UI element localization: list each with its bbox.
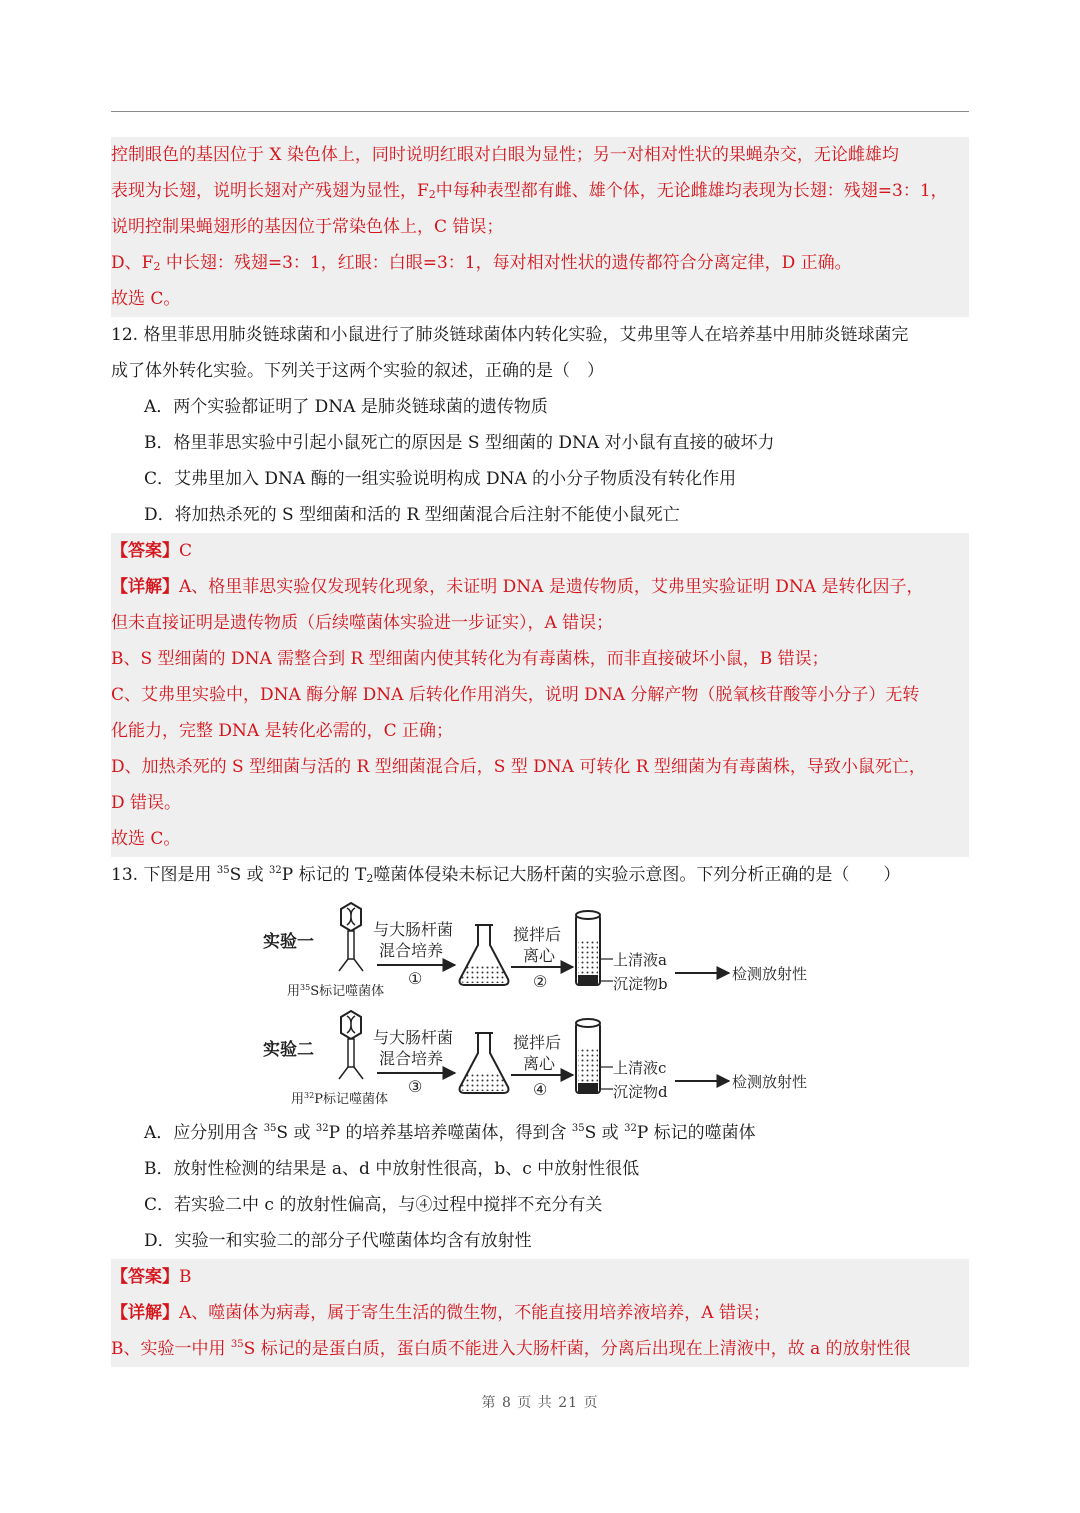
text-run: 中长翅：残翅=3：1，红眼：白眼=3：1，每对相对性状的遗传都符合分离定律，D 正确。 xyxy=(160,253,852,273)
question-13 xyxy=(111,857,969,893)
supernatant-c-label: 上清液c xyxy=(613,1059,667,1077)
mix-label-2: 混合培养 xyxy=(379,941,444,960)
prev-analysis-line xyxy=(111,245,969,281)
superscript: 32 xyxy=(315,1123,329,1134)
question-stem: 12. 格里菲思用肺炎链球菌和小鼠进行了肺炎链球菌体内转化实验，艾弗里等人在培养基中用肺炎链球菌完 xyxy=(111,325,909,345)
option-a xyxy=(111,1115,969,1151)
text-run: A．应分别用含 xyxy=(144,1123,264,1143)
stir-label-2: 离心 xyxy=(523,1054,556,1073)
text-run: S 或 xyxy=(584,1123,625,1143)
answer-line xyxy=(111,533,969,569)
prev-analysis xyxy=(111,137,969,317)
option-b: B．放射性检测的结果是 a、d 中放射性很高，b、c 中放射性很低 xyxy=(144,1159,640,1179)
sediment-b-label: 沉淀物b xyxy=(613,975,668,993)
text-run: S 标记的是蛋白质，蛋白质不能进入大肠杆菌，分离后出现在上清液中，故 a 的放射性很 xyxy=(243,1339,911,1359)
superscript: 35 xyxy=(216,865,230,876)
text-run: 13. 下图是用 xyxy=(111,865,217,885)
option-d: D．实验一和实验二的部分子代噬菌体均含有放射性 xyxy=(144,1231,532,1251)
prev-analysis-line: 控制眼色的基因位于 X 染色体上，同时说明红眼对白眼为显性；另一对相对性状的果蝇杂交，无论雌雄均 xyxy=(111,145,899,165)
text-run: 表现为长翅，说明长翅对产残翅为显性，F xyxy=(111,181,429,201)
step-2: ② xyxy=(533,972,548,991)
flask-2-icon xyxy=(460,1033,509,1093)
text-run: A、格里菲思实验仅发现转化现象，未证明 DNA 是遗传物质，艾弗里实验证明 DNA 是转化因子， xyxy=(179,577,924,597)
supernatant-a-label: 上清液a xyxy=(613,951,667,969)
text-run: A、噬菌体为病毒，属于寄生生活的微生物，不能直接用培养液培养，A 错误； xyxy=(179,1303,770,1323)
question-stem: 成了体外转化实验。下列关于这两个实验的叙述，正确的是（ ） xyxy=(111,361,604,381)
question-12 xyxy=(111,317,969,533)
text-run: B、实验一中用 xyxy=(111,1339,231,1359)
mix-label-1: 与大肠杆菌 xyxy=(373,1028,454,1047)
option-b: B．格里菲思实验中引起小鼠死亡的原因是 S 型细菌的 DNA 对小鼠有直接的破坏力 xyxy=(144,433,775,453)
option-d: D．将加热杀死的 S 型细菌和活的 R 型细菌混合后注射不能使小鼠死亡 xyxy=(144,505,680,525)
mix-label-2: 混合培养 xyxy=(379,1049,444,1068)
superscript: 32 xyxy=(269,865,282,876)
detail-line: C、艾弗里实验中，DNA 酶分解 DNA 后转化作用消失，说明 DNA 分解产物（脱氧核苷酸等小分子）无转 xyxy=(111,685,920,705)
question-13-options xyxy=(111,1115,969,1259)
stir-label-2: 离心 xyxy=(523,946,556,965)
experiment-2-row xyxy=(263,1011,807,1107)
text-run: P 标记的噬菌体 xyxy=(636,1123,756,1143)
page-footer: 第 8 页 共 21 页 xyxy=(481,1395,599,1411)
q13-solution xyxy=(111,1259,969,1367)
experiment-2-label: 实验二 xyxy=(263,1040,314,1060)
detail-line xyxy=(111,569,969,605)
detail-line: 但未直接证明是遗传物质（后续噬菌体实验进一步证实），A 错误； xyxy=(111,613,614,633)
answer-value: C xyxy=(179,541,193,561)
superscript: 32 xyxy=(624,1123,637,1134)
text-run: 噬菌体侵染未标记大肠杆菌的实验示意图。下列分析正确的是（ ） xyxy=(373,865,901,885)
detail-line xyxy=(111,1295,969,1331)
detect-label-2: 检测放射性 xyxy=(732,1073,808,1091)
text-run: 中每种表型都有雌、雄个体，无论雌雄均表现为长翅：残翅=3：1， xyxy=(435,181,948,201)
option-c: C．若实验二中 c 的放射性偏高，与④过程中搅拌不充分有关 xyxy=(144,1195,603,1215)
prev-analysis-line xyxy=(111,173,969,209)
detail-tag: 【详解】 xyxy=(111,577,179,597)
stir-label-1: 搅拌后 xyxy=(513,925,562,944)
phage-1-icon xyxy=(339,903,363,971)
mix-label-1: 与大肠杆菌 xyxy=(373,920,454,939)
prev-analysis-line: 故选 C。 xyxy=(111,289,181,309)
step-3: ③ xyxy=(408,1077,423,1096)
tube-1-icon xyxy=(576,911,600,985)
answer-tag: 【答案】 xyxy=(111,541,179,561)
q12-solution xyxy=(111,533,969,857)
sediment-d-label: 沉淀物d xyxy=(613,1083,668,1101)
stir-label-1: 搅拌后 xyxy=(513,1033,562,1052)
step-4: ④ xyxy=(533,1080,548,1099)
flask-1-icon xyxy=(460,925,509,985)
phage-2-icon xyxy=(339,1011,363,1079)
tube-2-icon xyxy=(576,1019,600,1093)
step-1: ① xyxy=(408,969,423,988)
detail-tag: 【详解】 xyxy=(111,1303,179,1323)
detail-line: B、S 型细菌的 DNA 需整合到 R 型细菌内使其转化为有毒菌株，而非直接破坏小鼠，B 错误； xyxy=(111,649,829,669)
detail-line: 故选 C。 xyxy=(111,829,181,849)
detail-line: D、加热杀死的 S 型细菌与活的 R 型细菌混合后，S 型 DNA 可转化 R 型细菌为有毒菌株，导致小鼠死亡， xyxy=(111,757,926,777)
subscript: 2 xyxy=(366,872,374,885)
text-run: S 或 xyxy=(276,1123,316,1143)
answer-line xyxy=(111,1259,969,1295)
text-run: P 标记的 T xyxy=(281,865,367,885)
detail-line: 化能力，完整 DNA 是转化必需的，C 正确； xyxy=(111,721,453,741)
detect-label-1: 检测放射性 xyxy=(732,965,808,983)
superscript: 35 xyxy=(263,1123,277,1134)
question-stem xyxy=(111,857,969,893)
prev-analysis-line: 说明控制果蝇翅形的基因位于常染色体上，C 错误； xyxy=(111,217,504,237)
superscript: 35 xyxy=(230,1339,244,1350)
answer-tag: 【答案】 xyxy=(111,1267,179,1287)
phage-2-caption: 用$^{32}$P标记噬菌体 xyxy=(291,1091,388,1107)
subscript: 2 xyxy=(428,188,436,201)
detail-line xyxy=(111,1331,969,1367)
superscript: 35 xyxy=(571,1123,585,1134)
subscript: 2 xyxy=(153,260,161,273)
experiment-1-label: 实验一 xyxy=(263,932,314,952)
text-run: D、F xyxy=(111,253,154,273)
text-run: P 的培养基培养噬菌体，得到含 xyxy=(328,1123,572,1143)
text-run: S 或 xyxy=(229,865,270,885)
answer-value: B xyxy=(179,1267,192,1287)
experiment-1-row xyxy=(263,903,807,999)
phage-1-caption: 用$^{35}$S标记噬菌体 xyxy=(287,983,385,999)
experiment-figure xyxy=(255,895,835,1115)
detail-line: D 错误。 xyxy=(111,793,182,813)
option-c: C．艾弗里加入 DNA 酶的一组实验说明构成 DNA 的小分子物质没有转化作用 xyxy=(144,469,737,489)
header-rule xyxy=(111,111,969,112)
option-a: A．两个实验都证明了 DNA 是肺炎链球菌的遗传物质 xyxy=(144,397,548,417)
